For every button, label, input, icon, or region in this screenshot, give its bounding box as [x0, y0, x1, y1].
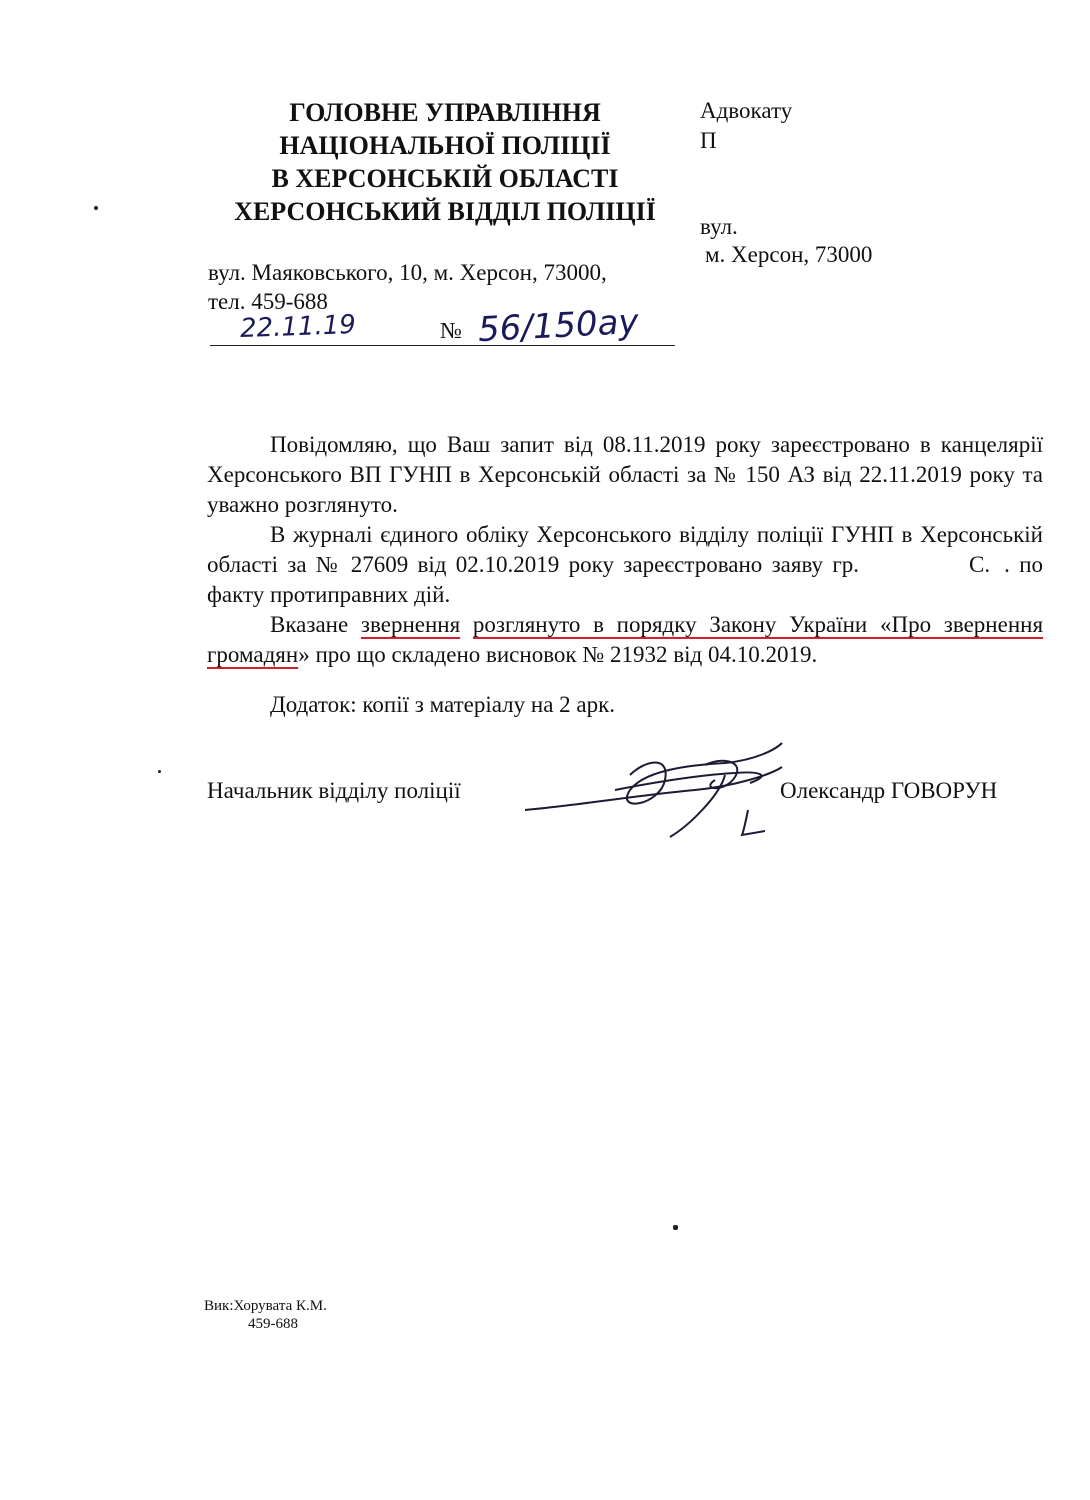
executor-phone: 459-688 — [248, 1316, 298, 1332]
reg-number-sign: № — [440, 318, 462, 343]
organization-header — [200, 96, 690, 228]
applicant-name: С. — [969, 552, 991, 577]
registration-line — [210, 345, 675, 346]
attachment-line: Додаток: копії з матеріалу на 2 арк. — [270, 692, 616, 717]
handwritten-reg-number: 56/150ау — [477, 301, 640, 351]
paragraph-1: Повідомляю, що Ваш запит від 08.11.2019 року зареєстровано в канцелярії Херсонського ВП ГУНП в Херсонській області за № 150 АЗ від 22.11.2019 року та уважно розглянуто. — [207, 432, 1043, 517]
underlined-phrase-1: звернення — [360, 612, 461, 637]
scan-speck — [158, 770, 161, 773]
letter-body — [207, 430, 1043, 670]
org-line-2: НАЦІОНАЛЬНОЇ ПОЛІЦІЇ — [279, 131, 611, 160]
org-line-4: ХЕРСОНСЬКИЙ ВІДДІЛ ПОЛІЦІЇ — [234, 197, 656, 226]
handwritten-date: 22.11.19 — [239, 309, 357, 345]
recipient-name: П — [700, 128, 717, 153]
paragraph-3 — [207, 610, 1043, 670]
paragraph-3-start: Вказане — [270, 612, 349, 637]
paragraph-2 — [207, 520, 1043, 610]
recipient-street: вул. — [700, 214, 738, 239]
paragraph-2-text: В журналі єдиного обліку Херсонського відділу поліції ГУНП в Херсонській області за № 27609 від 02.10.2019 року зареєстровано заяву гр. — [207, 522, 1043, 577]
scan-speck — [94, 206, 98, 210]
underlined-phrase-2: розглянуто в порядку Закону України «Про звернення громадян — [207, 612, 1044, 667]
handwritten-signature — [520, 735, 790, 845]
org-address: вул. Маяковського, 10, м. Херсон, 73000, — [208, 260, 607, 285]
org-line-1: ГОЛОВНЕ УПРАВЛІННЯ — [289, 98, 601, 127]
scan-speck — [673, 1225, 678, 1230]
org-line-3: В ХЕРСОНСЬКІЙ ОБЛАСТІ — [271, 164, 619, 193]
paragraph-3-end: » про що складено висновок № 21932 від 04.10.2019. — [298, 642, 818, 667]
signatory-name: Олександр ГОВОРУН — [780, 778, 998, 803]
recipient-city: м. Херсон, 73000 — [705, 242, 873, 267]
recipient-title: Адвокату — [700, 98, 793, 123]
paragraph-2-end: . по факту протиправних дій. — [207, 552, 1043, 607]
org-phone: тел. 459-688 — [208, 289, 328, 314]
executor-name: Вик:Хорувата К.М. — [204, 1298, 327, 1314]
signature-position: Начальник відділу поліції — [207, 778, 461, 803]
